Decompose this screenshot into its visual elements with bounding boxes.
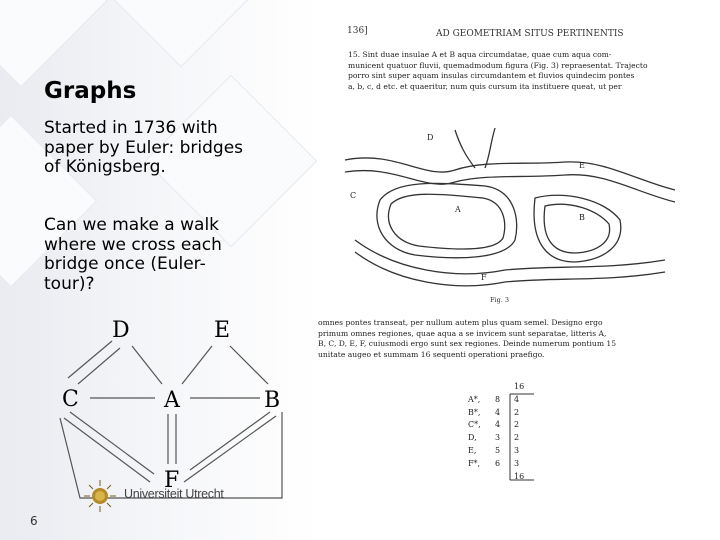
question-line: bridge once (Euler- <box>44 254 206 274</box>
table-cell: 4 <box>495 420 501 430</box>
node-b: B <box>264 388 281 413</box>
sun-emblem-icon <box>84 480 116 512</box>
intro-line: of Königsberg. <box>44 157 166 177</box>
node-f: F <box>164 468 180 493</box>
edge-c-f <box>70 412 154 474</box>
table-cell: 3 <box>514 458 520 468</box>
figure-caption: Fig. 3 <box>490 296 510 304</box>
scan-line: porro sint super aquam insulas circumdantem et fluvios quindecim pontes <box>348 71 635 81</box>
question-paragraph <box>44 216 222 294</box>
edge-e-b <box>230 346 268 384</box>
scan-paragraph <box>348 50 648 92</box>
scan-line: omnes pontes transeat, per nullum autem plus quam semel. Designo ergo <box>318 318 603 327</box>
table-cell: E, <box>468 445 477 455</box>
node-a: A <box>164 388 180 413</box>
river-branch <box>485 128 495 168</box>
map-label-e: E <box>579 161 585 170</box>
table-cell: 4 <box>495 407 501 417</box>
scan-page-number: 136] <box>347 26 368 36</box>
map-label-c: C <box>350 191 357 200</box>
scan-line: B, C, D, E, F, cuiusmodi ergo sunt sex regiones. Deinde numerum pontium 15 <box>318 339 617 349</box>
scan-line: a, b, c, d etc. et quaeritur, num quis cursum ita instituere queat, ut per <box>348 81 622 91</box>
edge-d-a <box>132 346 162 384</box>
table-cell: C*, <box>468 420 481 430</box>
question-line: Can we make a walk <box>44 215 220 235</box>
river-branch <box>455 130 475 168</box>
table-cell: 5 <box>495 445 501 455</box>
scan-header: AD GEOMETRIAM SITUS PERTINENTIS <box>436 29 624 39</box>
table-cell: B*, <box>468 407 481 417</box>
river-bank <box>345 171 675 202</box>
question-line: tour)? <box>44 273 95 294</box>
edge-e-a <box>182 346 212 384</box>
table-cell: 2 <box>514 420 520 430</box>
konigsberg-map <box>335 120 680 300</box>
edge-c-d <box>68 341 112 378</box>
table-cell: D, <box>468 433 477 443</box>
map-label-f: F <box>481 273 487 282</box>
scan-line: municent quatuor fluvii, quemadmodum figura (Fig. 3) repraesentat. Trajecto <box>348 60 648 70</box>
table-cell: 4 <box>514 394 520 404</box>
intro-line: paper by Euler: bridges <box>44 137 244 158</box>
table-cell: 2 <box>514 433 520 443</box>
table-cell: 2 <box>514 407 520 417</box>
scan-line: unitate augeo et summam 16 sequenti operationi praefigo. <box>318 349 545 359</box>
river-bank <box>355 252 665 286</box>
island-b-inner <box>544 204 609 253</box>
edge-f-b <box>184 416 276 482</box>
question-line: where we cross each <box>44 234 222 255</box>
table-cell: 3 <box>495 433 501 443</box>
node-e: E <box>214 318 231 343</box>
table-cell: 3 <box>514 445 520 455</box>
intro-line: Started in 1736 with <box>44 118 218 138</box>
table-cell: 8 <box>495 394 501 404</box>
table-header: 16 <box>514 382 525 391</box>
edge-c-f <box>64 418 150 482</box>
table-divider <box>508 392 538 484</box>
table-cell: 6 <box>495 458 501 468</box>
slide-title: Graphs <box>44 78 137 104</box>
table-cell: F*, <box>468 458 481 468</box>
edge-c-d <box>78 348 120 384</box>
node-c: C <box>62 387 79 412</box>
edge-f-b <box>190 412 270 470</box>
node-d: D <box>112 318 130 343</box>
logo-text: Universiteit Utrecht <box>124 487 224 501</box>
page-number: 6 <box>30 514 38 528</box>
river-bank <box>355 240 665 274</box>
scan-line: 15. Sint duae insulae A et B aqua circumdatae, quae cum aqua com- <box>348 50 612 59</box>
table-cell: A*, <box>468 394 481 404</box>
scan-paragraph <box>318 318 616 360</box>
scan-line: primum omnes regiones, quae aqua a se invicem sunt separatae, litteris A, <box>318 328 607 338</box>
intro-paragraph <box>44 119 243 178</box>
map-label-b: B <box>579 213 585 222</box>
map-label-d: D <box>427 133 434 142</box>
table-total: 16 <box>514 471 525 481</box>
map-label-a: A <box>455 205 461 214</box>
island-a-inner <box>389 194 505 249</box>
